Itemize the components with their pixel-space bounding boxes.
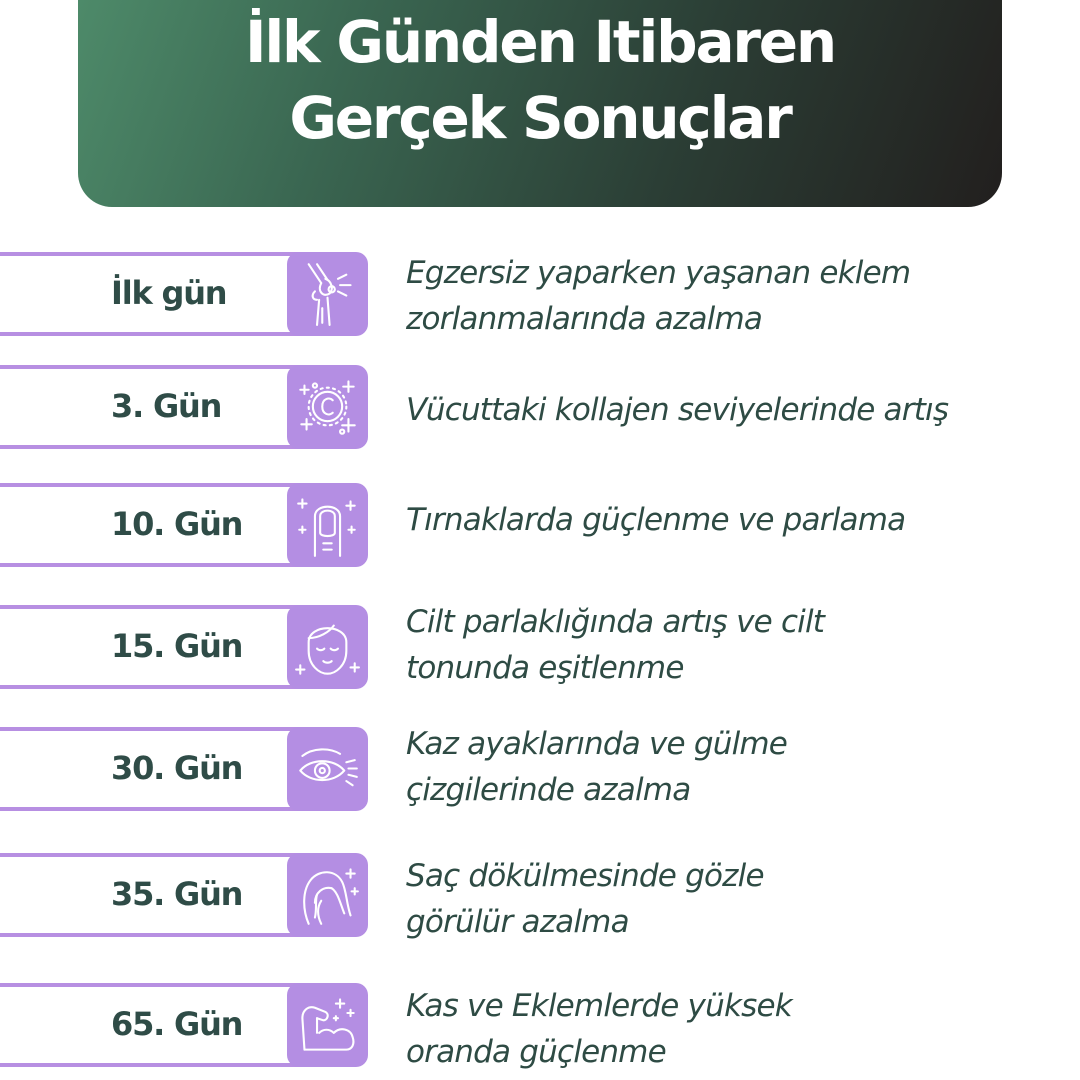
icon-tile [287,983,368,1067]
timeline-row [0,483,1080,573]
muscle-arm-icon [294,991,361,1058]
benefit-description [406,853,1066,945]
benefit-description-line: Tırnaklarda güçlenme ve parlama [406,502,906,538]
timeline-row [0,605,1080,695]
timeline-row [0,983,1080,1073]
benefit-description [406,497,1066,543]
icon-tile [287,853,368,937]
benefit-description-line: Vücuttaki kollajen seviyelerinde artış [406,392,949,428]
eye-wrinkles-icon [294,735,361,802]
icon-tile [287,252,368,336]
benefit-description [406,387,1066,433]
benefit-description-line: Egzersiz yaparken yaşanan eklem [406,255,911,291]
benefit-description-line: Cilt parlaklığında artış ve cilt [406,604,825,640]
benefit-description-line: görülür azalma [406,904,629,940]
day-label: 30. Gün [111,749,243,787]
benefit-description [406,599,1066,691]
timeline-row [0,853,1080,943]
icon-tile [287,365,368,449]
day-label: 65. Gün [111,1005,243,1043]
benefit-description-line: oranda güçlenme [406,1034,666,1070]
benefit-description-line: tonunda eşitlenme [406,650,684,686]
collagen-icon [294,373,361,440]
day-label: İlk gün [111,274,227,312]
hair-icon [294,861,361,928]
timeline-row [0,365,1080,455]
day-label: 10. Gün [111,505,243,543]
nail-icon [294,491,361,558]
icon-tile [287,727,368,811]
icon-tile [287,605,368,689]
benefit-description [406,721,1066,813]
benefit-description-line: Kaz ayaklarında ve gülme [406,726,788,762]
benefit-description-line: Saç dökülmesinde gözle [406,858,764,894]
day-label: 35. Gün [111,875,243,913]
day-label: 3. Gün [111,387,222,425]
page-title-line-2: Gerçek Sonuçlar [289,84,791,152]
benefit-description-line: zorlanmalarında azalma [406,301,763,337]
benefit-description [406,983,1066,1075]
glowing-face-icon [294,613,361,680]
benefit-description-line: Kas ve Eklemlerde yüksek [406,988,792,1024]
page-title-line-1: İlk Günden Itibaren [244,8,836,76]
icon-tile [287,483,368,567]
day-label: 15. Gün [111,627,243,665]
timeline-row [0,727,1080,817]
knee-joint-icon [294,260,361,327]
benefit-description [406,250,1066,342]
benefit-description-line: çizgilerinde azalma [406,772,691,808]
timeline-row [0,252,1080,342]
